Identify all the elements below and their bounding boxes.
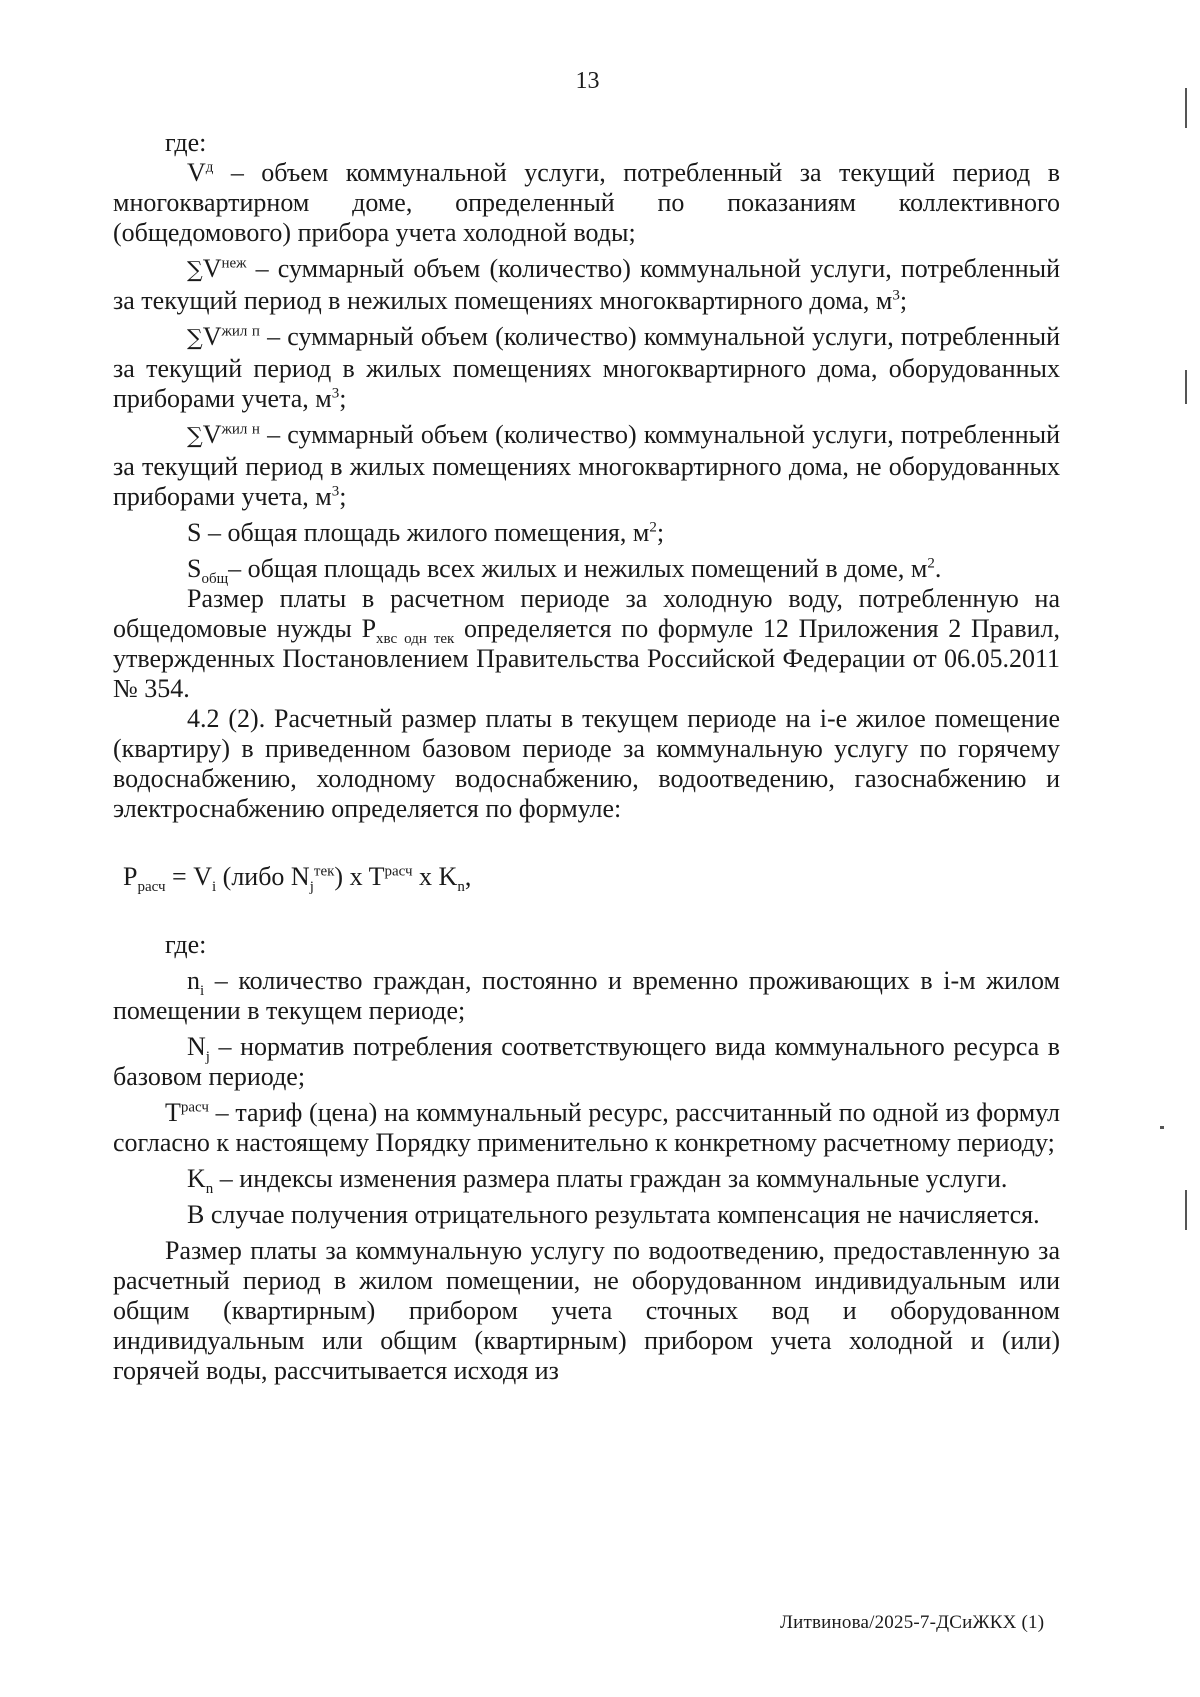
definition-kn: $K_n$ – индексы изменения размера платы граждан за коммунальные услуги. (187, 1164, 1008, 1198)
document-footer: Литвинова/2025-7-ДСиЖКХ (1) (780, 1612, 1045, 1633)
scan-edge-mark (1185, 88, 1187, 128)
definition-vzhil-p: $\sum V^{жил п}$ – суммарный объем (количество) коммунальной услуги, потребленный за текущий период в жилых помещениях многоквартирного дома, оборудованных приборами учета, $м^3$; (113, 322, 1060, 413)
scan-edge-mark (1160, 1126, 1164, 1129)
paragraph-cold-water-fee: Размер платы в расчетном периоде за холодную воду, потребленную на общедомовые нужды $P_{хвс одн тек}$ определяется по формуле 12 Приложения 2 Правил, утвержденных Постановлением Правительства Российской Федерации от 06.05.2011 № 354. (113, 584, 1060, 703)
definition-ni: $n_i$ – количество граждан, постоянно и временно проживающих в i-м жилом помещении в текущем периоде; (113, 966, 1060, 1025)
page-number: 13 (575, 68, 600, 94)
definition-t: $T^{расч}$ – тариф (цена) на коммунальный ресурс, рассчитанный по одной из формул согласно к настоящему Порядку применительно к конкретному расчетному периоду; (113, 1098, 1060, 1157)
definition-sobsh: $S_{общ}-$ общая площадь всех жилых и нежилых помещений в доме, $м^2$. (187, 554, 942, 588)
paragraph-drainage-fee: Размер платы за коммунальную услугу по водоотведению, предоставленную за расчетный период в жилом помещении, не оборудованном индивидуальным или общим (квартирным) прибором учета сточных вод и оборудованном индивидуальным или общим (квартирным) прибором учета холодной и (или) горячей воды, рассчитывается исходя из (113, 1236, 1060, 1385)
scan-edge-mark (1185, 370, 1187, 404)
definition-nj: $N_j$ – норматив потребления соответствующего вида коммунального ресурса в базовом периоде; (113, 1032, 1060, 1091)
definition-vnezh: $\sum V^{неж}$ – суммарный объем (количество) коммунальной услуги, потребленный за текущий период в нежилых помещениях многоквартирного дома, $м^3$; (113, 254, 1060, 315)
symbol: V (187, 158, 206, 187)
scan-edge-mark (1185, 1190, 1187, 1230)
paragraph-negative-result: В случае получения отрицательного результата компенсация не начисляется. (187, 1200, 1040, 1229)
formula-p-rasch: $P_{расч} = V_i$ (либо $N_j^{тек}$) x $T^{расч}$ x $K_n$, (123, 862, 472, 896)
definition-vzhil-n: $\sum V^{жил н}$ – суммарный объем (количество) коммунальной услуги, потребленный за текущий период в жилых помещениях многоквартирного дома, не оборудованных приборами учета, $м^3$; (113, 420, 1060, 511)
definition-s: S – общая площадь жилого помещения, $м^2$; (187, 518, 665, 547)
where-label: где: (165, 128, 207, 157)
paragraph-4-2: 4.2 (2). Расчетный размер платы в текущем периоде на i-е жилое помещение (квартиру) в приведенном базовом периоде за коммунальную услугу по горячему водоснабжению, холодному водоснабжению, водоотведению, газоснабжению и электроснабжению определяется по формуле: (113, 704, 1060, 823)
definition-vd: $V^д$ – объем коммунальной услуги, потребленный за текущий период в многоквартирном доме, определенный по показаниям коллективного (общедомового) прибора учета холодной воды; (113, 158, 1060, 247)
document-body (113, 128, 1060, 1386)
where-label-2: где: (165, 930, 207, 959)
